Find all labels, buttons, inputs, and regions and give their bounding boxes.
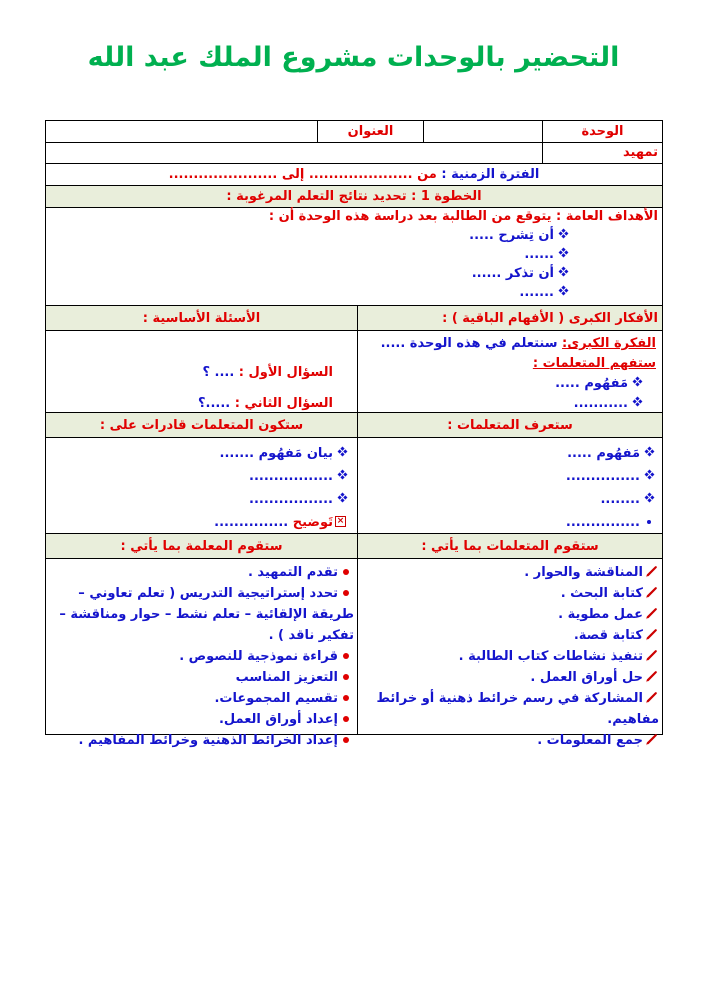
teacher-action-item: قراءة نموذجية للنصوص . <box>48 646 354 667</box>
bullet-icon <box>640 446 656 459</box>
understand-item: ........... <box>360 394 644 414</box>
goal-item: أن تِشرح ..... <box>48 226 570 245</box>
row-learning-content <box>46 438 662 534</box>
period-label: الفترة الزمنية : <box>441 167 540 182</box>
pencil-bullet-icon <box>643 691 659 704</box>
big-idea-text: سنتعلم في هذه الوحدة ..... <box>380 336 558 351</box>
red-dot-bullet-icon <box>338 691 354 704</box>
big-idea-label: الفكرة الكبرى: <box>562 336 656 351</box>
red-dot-bullet-icon <box>338 670 354 683</box>
row-actions-content <box>46 559 662 748</box>
red-dot-bullet-icon <box>338 586 354 599</box>
understand-item: مَفهُوم ..... <box>360 374 644 394</box>
teacher-actions-header: ستقوم المعلمة بما يأتي : <box>120 539 283 554</box>
red-dot-bullet-icon <box>338 649 354 662</box>
able-item: ................. <box>48 465 349 488</box>
student-action-item: حل أوراق العمل . <box>360 667 659 688</box>
question-item: السؤال الأول : .... ؟ <box>202 365 333 380</box>
row-step1 <box>46 186 662 208</box>
row-headers-ideas <box>46 306 662 331</box>
unit-label: الوحدة <box>542 121 662 142</box>
student-action-item: المناقشة والحوار . <box>360 562 659 583</box>
row-headers-learning <box>46 413 662 438</box>
pencil-bullet-icon <box>643 607 659 620</box>
able-item: ×تَوضيح ............... <box>48 511 349 534</box>
goal-item: ....... <box>48 283 570 302</box>
teacher-action-item: إعداد أوراق العمل. <box>48 709 354 730</box>
understand-label-line <box>360 354 656 374</box>
big-idea-line <box>360 334 656 354</box>
pencil-bullet-icon <box>643 670 659 683</box>
know-item: ............... <box>360 511 656 534</box>
title-label: العنوان <box>317 121 423 142</box>
will-be-able-header: ستكون المتعلمات قادرات على : <box>99 418 304 433</box>
pencil-icon <box>645 628 658 641</box>
student-action-item: المشاركة في رسم خرائط ذهنية أو خرائط مفاهيم. <box>376 691 659 727</box>
question-item: السؤال الثاني : .....؟ <box>197 396 333 411</box>
goal-item: أن تذكر ...... <box>48 264 570 283</box>
know-item: مَفهُوم ..... <box>360 442 656 465</box>
students-actions-cell <box>357 559 662 748</box>
pencil-icon <box>645 607 658 620</box>
will-be-able-cell <box>46 438 357 533</box>
teacher-actions-cell <box>46 559 357 748</box>
row-period <box>46 164 662 186</box>
row-headers-actions <box>46 534 662 559</box>
pencil-bullet-icon <box>643 733 659 746</box>
teacher-action-item: تحدد إستراتيجية التدريس ( تعلم تعاوني – طريقة الإلقائية – تعلم نشط – حوار ومناقشة – تفكير ناقد ) . <box>59 586 354 643</box>
intro-label: تمهيد <box>542 143 662 163</box>
teacher-action-item: إعداد الخرائط الذهنية وخرائط المفاهيم . <box>48 730 354 751</box>
able-item: بيان مَفهُوم ....... <box>48 442 349 465</box>
diamond-bullet-icon <box>554 247 570 260</box>
goals-list <box>46 225 662 302</box>
intro-value-cell <box>46 143 542 163</box>
will-know-cell <box>357 438 662 533</box>
understand-label: ستفهم المتعلمات : <box>532 356 656 371</box>
no-bullet <box>333 365 335 378</box>
period-value: من ..................... إلى ...................... <box>168 167 437 182</box>
able-item: ................. <box>48 488 349 511</box>
essential-questions-header: الأسئلة الأساسية : <box>142 311 261 326</box>
lesson-plan-table <box>45 120 663 748</box>
goals-heading: الأهداف العامة : يتوقع من الطالبة بعد دراسة هذه الوحدة أن : <box>268 209 658 224</box>
diamond-bullet-icon <box>628 376 644 389</box>
bullet-icon <box>333 469 349 482</box>
row-intro <box>46 143 662 164</box>
bullet-icon <box>333 492 349 505</box>
no-bullet <box>333 396 335 409</box>
know-item: ............... <box>360 465 656 488</box>
pencil-bullet-icon <box>643 565 659 578</box>
diamond-bullet-icon <box>554 285 570 298</box>
questions-cell <box>46 331 357 412</box>
red-dot-bullet-icon <box>338 712 354 725</box>
student-action-item: عمل مطوية . <box>360 604 659 625</box>
pencil-icon <box>645 586 658 599</box>
know-item: ........ <box>360 488 656 511</box>
pencil-bullet-icon <box>643 628 659 641</box>
pencil-bullet-icon <box>643 586 659 599</box>
bullet-icon <box>333 515 349 528</box>
goal-item: ...... <box>48 245 570 264</box>
row-goals <box>46 208 662 306</box>
will-know-header: ستعرف المتعلمات : <box>357 413 662 437</box>
row-ideas-content <box>46 331 662 413</box>
diamond-bullet-icon <box>554 228 570 241</box>
student-action-item: كتابة قصة. <box>360 625 659 646</box>
bullet-icon <box>333 446 349 459</box>
bullet-icon <box>640 492 656 505</box>
pencil-bullet-icon <box>643 649 659 662</box>
bullet-icon <box>640 469 656 482</box>
page-title: التحضير بالوحدات مشروع الملك عبد الله <box>87 42 620 73</box>
student-action-item: كتابة البحث . <box>360 583 659 604</box>
step1-heading: الخطوة 1 : تحديد نتائج التعلم المرغوبة : <box>226 189 482 204</box>
row-unit-title <box>46 121 662 143</box>
diamond-bullet-icon <box>628 396 644 409</box>
bullet-icon <box>640 515 656 528</box>
pencil-icon <box>645 733 658 746</box>
pencil-icon <box>645 670 658 683</box>
big-idea-cell <box>357 331 662 412</box>
pencil-icon <box>645 649 658 662</box>
teacher-action-item: تقسيم المجموعات. <box>48 688 354 709</box>
student-action-item: تنفيذ نشاطات كتاب الطالبة . <box>360 646 659 667</box>
diamond-bullet-icon <box>554 266 570 279</box>
students-actions-header: ستقوم المتعلمات بما يأتي : <box>357 534 662 558</box>
teacher-action-item: التعزيز المناسب <box>48 667 354 688</box>
teacher-action-item: تقدم التمهيد . <box>48 562 354 583</box>
student-action-item: جمع المعلومات . <box>360 730 659 751</box>
understand-list <box>360 374 656 414</box>
period-text <box>165 164 544 185</box>
unit-value-cell <box>423 121 542 142</box>
big-ideas-header: الأفكار الكبرى ( الأفهام الباقية ) : <box>357 306 662 330</box>
pencil-icon <box>645 565 658 578</box>
red-dot-bullet-icon <box>338 733 354 746</box>
pencil-icon <box>645 691 658 704</box>
title-value-cell <box>46 121 317 142</box>
red-dot-bullet-icon <box>338 565 354 578</box>
